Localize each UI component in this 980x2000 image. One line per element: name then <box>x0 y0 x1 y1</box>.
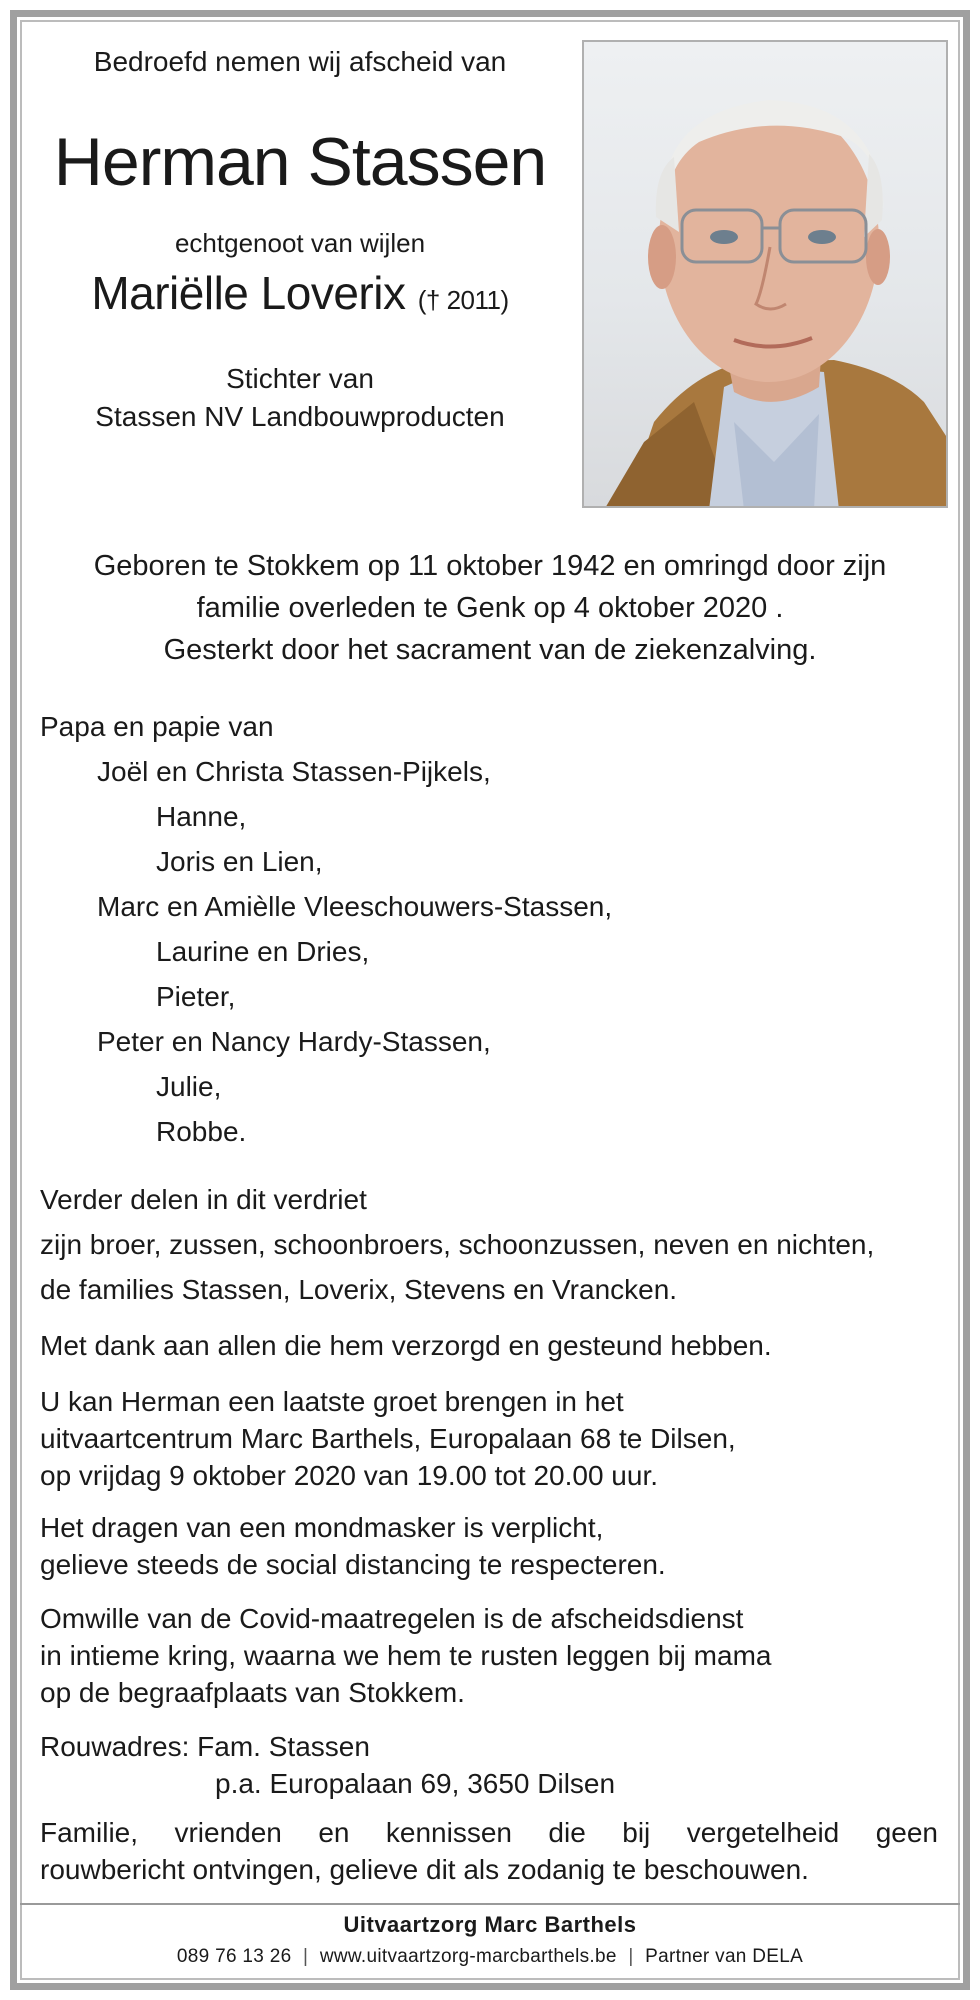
footer-website-link[interactable]: www.uitvaartzorg-marcbarthels.be <box>319 1946 617 1967</box>
thanks-text <box>40 1327 940 1364</box>
closing-line-2: rouwbericht ontvingen, gelieve dit als zodanig te beschouwen. <box>40 1854 809 1885</box>
list-item: Peter en Nancy Hardy-Stassen, <box>97 1026 491 1057</box>
funeral-home-name: Uitvaartzorg Marc Barthels <box>343 1912 637 1937</box>
grief-line-2: de families Stassen, Loverix, Stevens en Vrancken. <box>40 1274 678 1305</box>
covid-line-2: in intieme kring, waarna we hem te rusten leggen bij mama <box>40 1640 772 1671</box>
visit-line-1: U kan Herman een laatste groet brengen in het <box>40 1386 624 1417</box>
children-title: Papa en papie van <box>40 711 274 742</box>
list-item: Marc en Amièlle Vleeschouwers-Stassen, <box>97 891 613 922</box>
spouse-name: Mariëlle Loverix <box>91 267 406 319</box>
list-item: Joël en Christa Stassen-Pijkels, <box>97 756 491 787</box>
list-item: Pieter, <box>156 981 236 1012</box>
covid-line-1: Omwille van de Covid-maatregelen is de afscheidsdienst <box>40 1603 744 1634</box>
birth-death-block <box>40 545 940 671</box>
visit-line-2: uitvaartcentrum Marc Barthels, Europalaan 68 te Dilsen, <box>40 1423 736 1454</box>
born-line-3: Gesterkt door het sacrament van de ziekenzalving. <box>163 634 817 667</box>
spouse-line <box>40 268 560 319</box>
portrait-photo <box>582 40 948 508</box>
list-item: Julie, <box>156 1071 222 1102</box>
born-line-1: Geboren te Stokkem op 11 oktober 1942 en omringd door zijn <box>93 550 887 582</box>
visitation-block <box>40 1383 940 1494</box>
deceased-name: Herman Stassen <box>53 124 547 200</box>
footer-separator: | <box>303 1946 309 1967</box>
list-item: Laurine en Dries, <box>156 936 370 967</box>
children-list <box>40 704 940 1154</box>
visit-line-3: op vrijdag 9 oktober 2020 van 19.00 tot 20.00 uur. <box>40 1460 659 1491</box>
mourning-address <box>40 1728 940 1802</box>
list-item: Robbe. <box>156 1116 247 1147</box>
closing-note <box>40 1814 938 1888</box>
spouse-prefix: echtgenoot van wijlen <box>174 228 426 258</box>
intro-text: Bedroefd nemen wij afscheid van <box>93 46 507 77</box>
founder-line-2: Stassen NV Landbouwproducten <box>95 400 505 432</box>
mask-line-2: gelieve steeds de social distancing te respecteren. <box>40 1549 666 1580</box>
grief-title: Verder delen in dit verdriet <box>40 1184 367 1215</box>
thanks-line: Met dank aan allen die hem verzorgd en gesteund hebben. <box>40 1330 772 1361</box>
grief-line-1: zijn broer, zussen, schoonbroers, schoonzussen, neven en nichten, <box>40 1229 875 1260</box>
mask-line-1: Het dragen van een mondmasker is verplicht, <box>40 1512 604 1543</box>
closing-line-1: Familie, vrienden en kennissen die bij vergetelheid geen <box>40 1817 938 1848</box>
covid-line-3: op de begraafplaats van Stokkem. <box>40 1677 465 1708</box>
list-item: Hanne, <box>156 801 247 832</box>
address-line-2: p.a. Europalaan 69, 3650 Dilsen <box>215 1768 616 1799</box>
footer-separator: | <box>628 1946 634 1967</box>
footer-divider <box>20 1903 960 1905</box>
footer-phone: 089 76 13 26 <box>176 1946 292 1967</box>
portrait-illustration <box>584 42 948 508</box>
founder-line-1: Stichter van <box>226 363 374 394</box>
founder-block <box>40 360 560 436</box>
footer-contact <box>20 1946 960 1968</box>
footer-partner: Partner van DELA <box>645 1946 804 1967</box>
list-item: Joris en Lien, <box>156 846 323 877</box>
grief-block <box>40 1177 950 1312</box>
mask-notice <box>40 1509 940 1583</box>
covid-notice <box>40 1600 940 1711</box>
address-line-1: Rouwadres: Fam. Stassen <box>40 1731 370 1762</box>
born-line-2: familie overleden te Genk op 4 oktober 2020 . <box>196 592 784 625</box>
spouse-death-year: († 2011) <box>417 285 509 315</box>
